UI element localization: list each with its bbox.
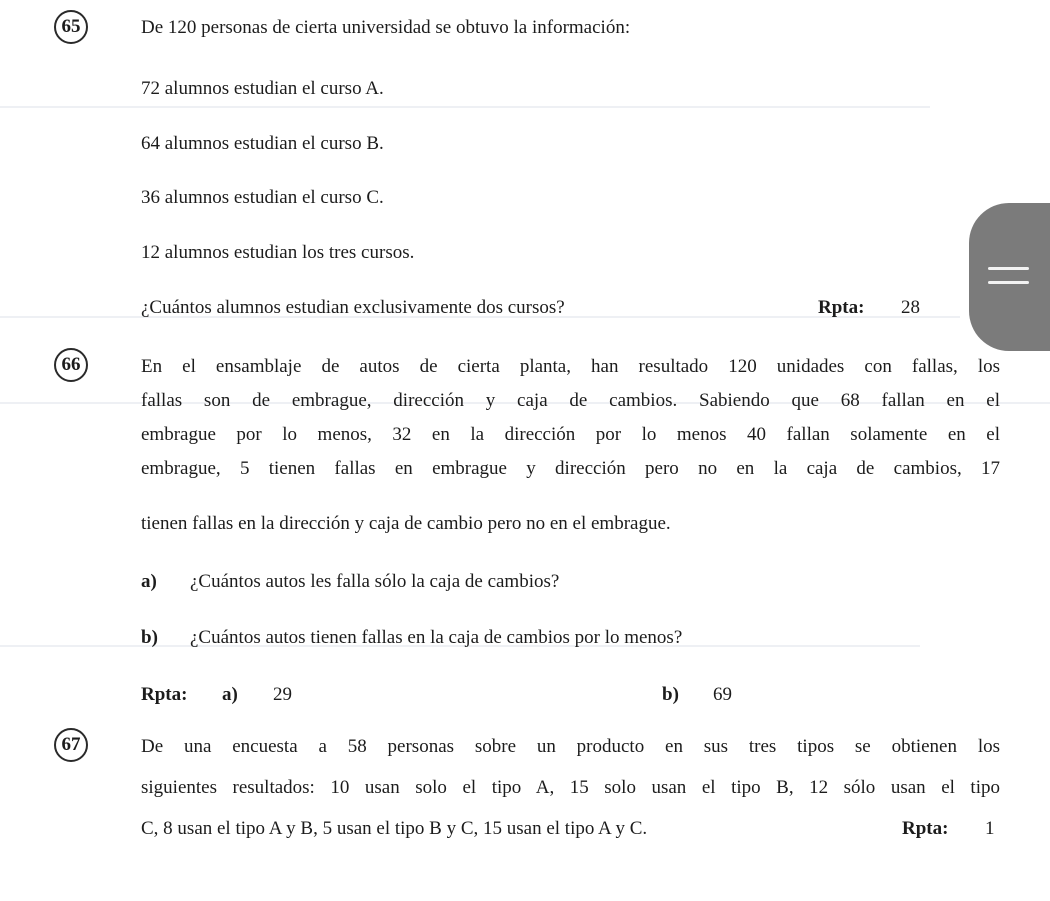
problem-66-sub-a-text: ¿Cuántos autos les falla sólo la caja de cambios? — [190, 571, 560, 592]
problem-65-answer: 28 — [901, 297, 920, 318]
problem-66-sub-b-text: ¿Cuántos autos tienen fallas en la caja de cambios por lo menos? — [190, 627, 683, 648]
problem-65-fact-1: 72 alumnos estudian el curso A. — [141, 78, 384, 99]
problem-66-line-3: embrague por lo menos, 32 en la dirección por lo menos 40 fallan solamente en el — [141, 424, 1000, 445]
problem-66-answer-b: 69 — [713, 684, 732, 705]
problem-67-line-1: De una encuesta a 58 personas sobre un producto en sus tres tipos se obtienen los — [141, 736, 1000, 757]
problem-67-answer: 1 — [985, 818, 995, 839]
problem-66-line-1: En el ensamblaje de autos de cierta planta, han resultado 120 unidades con fallas, los — [141, 356, 1000, 377]
problem-67-line-2: siguientes resultados: 10 usan solo el tipo A, 15 solo usan el tipo B, 12 sólo usan el tipo — [141, 777, 1000, 798]
problem-65-rpta-label: Rpta: — [818, 297, 865, 318]
problem-67-line-3: C, 8 usan el tipo A y B, 5 usan el tipo B y C, 15 usan el tipo A y C. — [141, 818, 648, 839]
problem-66-line-5: tienen fallas en la dirección y caja de cambio pero no en el embrague. — [141, 513, 671, 534]
problem-66-sub-b-label: b) — [141, 627, 158, 648]
problem-number-67: 67 — [54, 728, 88, 762]
problem-number-66: 66 — [54, 348, 88, 382]
side-panel-handle[interactable] — [969, 203, 1050, 351]
problem-66-answer-b-label: b) — [662, 684, 679, 705]
problem-65-fact-4: 12 alumnos estudian los tres cursos. — [141, 242, 415, 263]
problem-66-answer-a-label: a) — [222, 684, 238, 705]
show-through-line — [0, 106, 930, 108]
problem-65-fact-2: 64 alumnos estudian el curso B. — [141, 133, 384, 154]
problem-66-line-4: embrague, 5 tienen fallas en embrague y dirección pero no en la caja de cambios, 17 — [141, 458, 1000, 479]
problem-66-rpta-label: Rpta: — [141, 684, 188, 705]
problem-66-answer-a: 29 — [273, 684, 292, 705]
problem-66-line-2: fallas son de embrague, dirección y caja de cambios. Sabiendo que 68 fallan en el — [141, 390, 1000, 411]
problem-number-65: 65 — [54, 10, 88, 44]
problem-67-rpta-label: Rpta: — [902, 818, 949, 839]
problem-65-fact-3: 36 alumnos estudian el curso C. — [141, 187, 384, 208]
problem-66-sub-a-label: a) — [141, 571, 157, 592]
problem-65-question: ¿Cuántos alumnos estudian exclusivamente dos cursos? — [141, 297, 565, 318]
problem-65-intro: De 120 personas de cierta universidad se obtuvo la información: — [141, 17, 631, 38]
